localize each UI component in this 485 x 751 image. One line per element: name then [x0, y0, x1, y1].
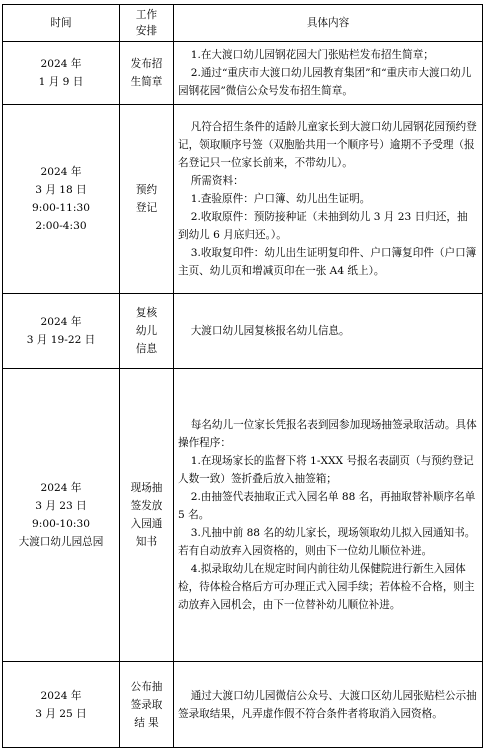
time-line: 2024 年 [40, 316, 82, 329]
task-line: 结 果 [134, 716, 159, 729]
time-cell [3, 294, 120, 369]
task-line: 入园通 [130, 518, 163, 531]
content-paragraph: 4.拟录取幼儿在规定时间内前往幼儿保健院进行新生入园体检，待体检合格后方可办理正式入园手续；若体检不合格，则主动放弃入园机会，由下一位替补幼儿顺位补进。 [178, 563, 475, 612]
table-row [3, 104, 483, 294]
table-row [3, 369, 483, 662]
task-cell [120, 662, 174, 748]
time-cell [3, 662, 120, 748]
content-paragraph: 3.收取复印件：幼儿出生证明复印件、户口簿复印件（户口簿主页、幼儿页和增减页印在一张 A4 纸上）。 [178, 246, 477, 277]
content-cell [174, 369, 483, 662]
task-line: 登记 [135, 201, 158, 214]
task-line: 公布抽 [130, 680, 163, 693]
task-line: 现场抽 [130, 482, 163, 495]
task-line: 信息 [135, 343, 158, 356]
content-paragraph: 2.通过“重庆市大渡口幼儿园教育集团”和“重庆市大渡口幼儿园钢花园”微信公众号发布招生简章。 [178, 66, 472, 97]
task-line: 预约 [135, 183, 158, 196]
header-task [120, 5, 174, 42]
time-cell [3, 42, 120, 105]
time-line: 1 月 9 日 [38, 75, 84, 88]
content-cell [174, 294, 483, 369]
table-body [3, 42, 483, 748]
content-cell [174, 42, 483, 105]
task-line: 发布招 [130, 57, 163, 70]
content-paragraph: 通过大渡口幼儿园微信公众号、大渡口区幼儿园张贴栏公示抽签录取结果，凡弄虚作假不符合条件者将取消入园资格。 [178, 689, 477, 720]
task-cell [120, 294, 174, 369]
time-line: 2024 年 [40, 482, 82, 495]
header-time: 时间 [3, 5, 120, 42]
header-task-line2: 安排 [135, 25, 158, 37]
header-row [3, 5, 483, 42]
time-line: 3 月 19-22 日 [26, 334, 96, 347]
content-paragraph: 所需资料： [190, 174, 244, 187]
content-cell [174, 662, 483, 748]
content-paragraph: 大渡口幼儿园复核报名幼儿信息。 [190, 325, 350, 338]
time-line: 3 月 25 日 [35, 707, 87, 720]
task-cell [120, 104, 174, 294]
table-row [3, 294, 483, 369]
task-cell [120, 369, 174, 662]
task-line: 生简章 [130, 75, 163, 88]
content-paragraph: 2.由抽签代表抽取正式入园名单 88 名，再抽取替补顺序名单 5 名。 [178, 491, 476, 522]
time-line: 9:00-11:30 [32, 201, 90, 214]
time-cell [3, 104, 120, 294]
content-paragraph: 每名幼儿一位家长凭报名表到园参加现场抽签录取活动。具体操作程序： [178, 419, 477, 450]
time-line: 3 月 18 日 [35, 183, 87, 196]
enrollment-schedule-table [2, 4, 483, 748]
task-line: 签发放 [130, 500, 163, 513]
content-paragraph: 2.收取原件：预防接种证（未抽到幼儿 3 月 23 日归还，抽到幼儿 6 月底归还。）。 [178, 210, 468, 241]
time-line: 2024 年 [40, 165, 82, 178]
content-paragraph: 3.凡抽中前 88 名的幼儿家长，现场领取幼儿拟入园通知书。若有自动放弃入园资格的，则由下一位幼儿顺位补进。 [178, 527, 476, 558]
time-cell [3, 369, 120, 662]
time-line: 3 月 23 日 [35, 500, 87, 513]
task-cell [120, 42, 174, 105]
time-line: 2:00-4:30 [35, 219, 87, 232]
content-paragraph: 1.查验原件：户口簿、幼儿出生证明。 [190, 192, 371, 205]
table-row [3, 662, 483, 748]
content-paragraph: 1.在现场家长的监督下将 1-XXX 号报名表副页（与预约登记人数一致）签折叠后放入抽签箱； [178, 455, 474, 486]
time-line: 2024 年 [40, 689, 82, 702]
content-paragraph: 凡符合招生条件的适龄儿童家长到大渡口幼儿园钢花园预约登记，领取顺序号签（双胞胎共用一个顺序号）逾期不予受理（报名登记只一位家长前来，不带幼儿）。 [178, 120, 477, 169]
header-task-line1: 工作 [135, 9, 158, 21]
task-line: 复核 [135, 307, 158, 320]
task-line: 幼儿 [135, 325, 158, 338]
task-line: 签录取 [130, 698, 163, 711]
content-cell [174, 104, 483, 294]
header-content: 具体内容 [174, 5, 483, 42]
time-line: 大渡口幼儿园总园 [18, 536, 104, 549]
time-line: 9:00-10:30 [32, 518, 90, 531]
time-line: 2024 年 [40, 57, 82, 70]
content-paragraph: 1.在大渡口幼儿园钢花园大门张贴栏发布招生简章； [190, 48, 434, 61]
table-row [3, 42, 483, 105]
task-line: 知书 [135, 536, 158, 549]
